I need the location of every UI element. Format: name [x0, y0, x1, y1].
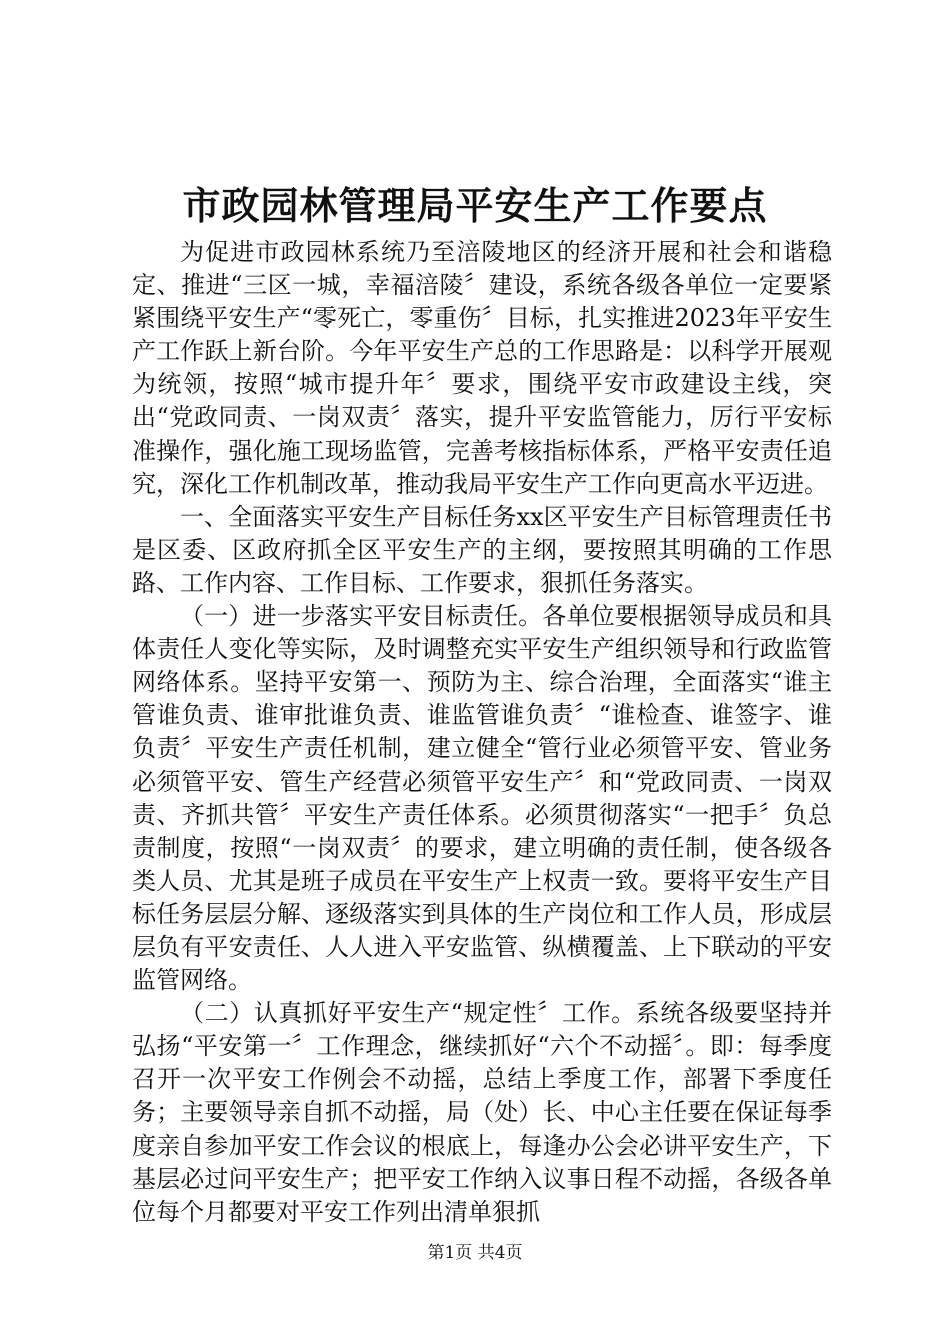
paragraph-section-1: 一、全面落实平安生产目标任务xx区平安生产目标管理责任书是区委、区政府抓全区平安生产的主纲，要按照其明确的工作思路、工作内容、工作目标、工作要求，狠抓任务落实。: [132, 502, 832, 597]
paragraph-subsection-1: （一）进一步落实平安目标责任。各单位要根据领导成员和具体责任人变化等实际，及时调整充实平安生产组织领导和行政监管网络体系。坚持平安第一、预防为主、综合治理，全面落实“谁主管谁负责、谁审批谁负责、谁监管谁负责〞“谁检查、谁签字、谁负责〞平安生产责任机制，建立健全“管行业必须管平安、管业务必须管平安、管生产经营必须管平安生产〞和“党政同责、一岗双责、齐抓共管〞平安生产责任体系。必须贯彻落实“一把手〞负总责制度，按照“一岗双责〞的要求，建立明确的责任制，使各级各类人员、尤其是班子成员在平安生产上权责一致。要将平安生产目标任务层层分解、逐级落实到具体的生产岗位和工作人员，形成层层负有平安责任、人人进入平安监管、纵横覆盖、上下联动的平安监管网络。: [132, 602, 832, 995]
paragraph-subsection-2: （二）认真抓好平安生产“规定性〞工作。系统各级要坚持并弘扬“平安第一〞工作理念，继续抓好“六个不动摇〞。即：每季度召开一次平安工作例会不动摇，总结上季度工作，部署下季度任务；主要领导亲自抓不动摇，局（处）长、中心主任要在保证每季度亲自参加平安工作会议的根底上，每逢办公会必讲平安生产，下基层必过问平安生产；把平安工作纳入议事日程不动摇，各级各单位每个月都要对平安工作列出清单狠抓: [132, 999, 832, 1226]
page-number-footer: 第1页 共4页: [427, 1243, 523, 1263]
paragraph-intro: 为促进市政园林系统乃至涪陵地区的经济开展和社会和谐稳定、推进“三区一城，幸福涪陵〞建设，系统各级各单位一定要紧紧围绕平安生产“零死亡，零重伤〞目标，扎实推进2023年平安生产工作跃上新台阶。今年平安生产总的工作思路是：以科学开展观为统领，按照“城市提升年〞要求，围绕平安市政建设主线，突出“党政同责、一岗双责〞落实，提升平安监管能力，厉行平安标准操作，强化施工现场监管，完善考核指标体系，严格平安责任追究，深化工作机制改革，推动我局平安生产工作向更高水平迈进。: [132, 238, 832, 498]
document-body: [132, 236, 832, 1229]
document-title: 市政园林管理局平安生产工作要点: [182, 183, 768, 228]
